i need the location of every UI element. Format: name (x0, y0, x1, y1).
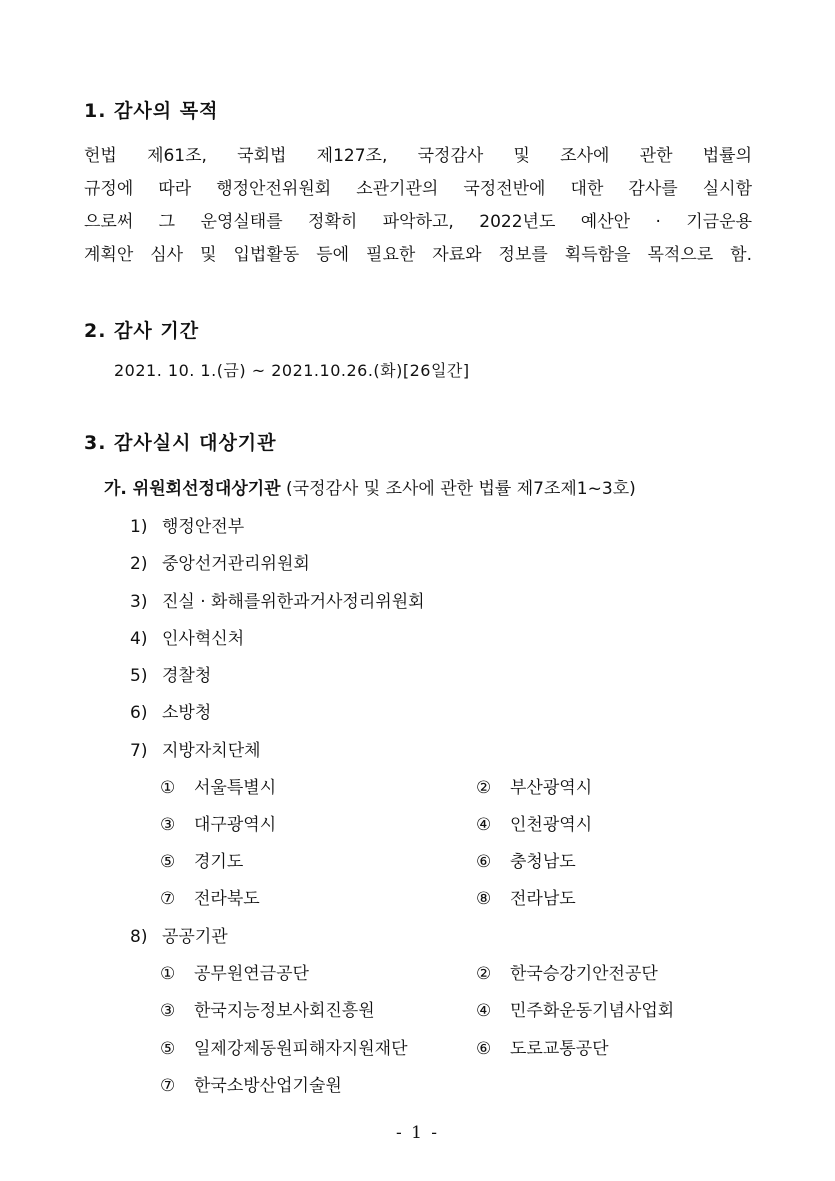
item-label: 부산광역시 (510, 778, 593, 798)
list-item (130, 512, 244, 537)
local-gov-item (160, 884, 260, 909)
item-label: 공공기관 (162, 927, 228, 947)
circle-number: ③ (160, 815, 176, 835)
local-gov-item (476, 884, 576, 909)
local-gov-item (160, 773, 276, 798)
item-label: 충청남도 (510, 852, 576, 872)
public-inst-item (476, 959, 658, 984)
item-label: 중앙선거관리위원회 (162, 554, 310, 574)
subsection-note: (국정감사 및 조사에 관한 법률 제7조제1~3호) (286, 479, 636, 499)
paragraph-line: 으로써 그 운영실태를 정확히 파악하고, 2022년도 예산안 · 기금운용 (84, 212, 752, 232)
item-number: 6) (130, 703, 148, 723)
section-3-title: 3. 감사실시 대상기관 (84, 432, 277, 454)
item-label: 한국소방산업기술원 (194, 1076, 342, 1096)
circle-number: ⑥ (476, 1039, 492, 1059)
public-inst-item (160, 1034, 408, 1059)
item-label: 지방자치단체 (162, 741, 261, 761)
circle-number: ④ (476, 815, 492, 835)
circle-number: ⑦ (160, 1076, 176, 1096)
subsection-title: 가. 위원회선정대상기관 (104, 479, 281, 499)
item-number: 2) (130, 554, 148, 574)
item-label: 공무원연금공단 (194, 964, 309, 984)
item-number: 5) (130, 666, 148, 686)
circle-number: ① (160, 778, 176, 798)
circle-number: ② (476, 964, 492, 984)
local-gov-item (160, 810, 276, 835)
circle-number: ⑤ (160, 852, 176, 872)
audit-period: 2021. 10. 1.(금) ~ 2021.10.26.(화)[26일간] (114, 361, 470, 380)
public-inst-item (160, 1071, 342, 1096)
circle-number: ① (160, 964, 176, 984)
circle-number: ⑦ (160, 889, 176, 909)
paragraph-line: 계획안 심사 및 입법활동 등에 필요한 자료와 정보를 획득함을 목적으로 함. (84, 245, 752, 265)
item-label: 행정안전부 (162, 517, 245, 537)
item-label: 대구광역시 (194, 815, 277, 835)
public-inst-item (160, 959, 309, 984)
list-item (130, 587, 425, 612)
item-label: 진실 · 화해를위한과거사정리위원회 (162, 592, 425, 612)
local-gov-item (160, 847, 243, 872)
public-inst-item (476, 996, 674, 1021)
list-item (130, 661, 211, 686)
item-label: 민주화운동기념사업회 (510, 1001, 675, 1021)
section-1-title: 1. 감사의 목적 (84, 100, 219, 122)
circle-number: ③ (160, 1001, 176, 1021)
public-inst-item (160, 996, 375, 1021)
public-inst-item (476, 1034, 609, 1059)
item-label: 한국지능정보사회진흥원 (194, 1001, 375, 1021)
item-label: 한국승강기안전공단 (510, 964, 658, 984)
list-item (130, 624, 244, 649)
circle-number: ④ (476, 1001, 492, 1021)
item-label: 전라북도 (194, 889, 260, 909)
circle-number: ② (476, 778, 492, 798)
item-number: 7) (130, 741, 148, 761)
circle-number: ⑤ (160, 1039, 176, 1059)
local-gov-item (476, 773, 592, 798)
item-label: 전라남도 (510, 889, 576, 909)
item-label: 도로교통공단 (510, 1039, 609, 1059)
item-label: 소방청 (162, 703, 212, 723)
local-gov-item (476, 810, 592, 835)
circle-number: ⑧ (476, 889, 492, 909)
paragraph-line: 헌법 제61조, 국회법 제127조, 국정감사 및 조사에 관한 법률의 (84, 146, 752, 166)
list-item (130, 698, 211, 723)
list-item (130, 736, 261, 761)
subsection-heading (104, 474, 636, 499)
local-gov-item (476, 847, 576, 872)
item-number: 8) (130, 927, 148, 947)
section-2-title: 2. 감사 기간 (84, 320, 200, 342)
item-label: 인사혁신처 (162, 629, 245, 649)
section-1-paragraph (84, 140, 752, 272)
circle-number: ⑥ (476, 852, 492, 872)
list-item (130, 549, 310, 574)
item-label: 일제강제동원피해자지원재단 (194, 1039, 408, 1059)
item-label: 서울특별시 (194, 778, 277, 798)
page-number: - 1 - (395, 1123, 440, 1143)
item-number: 3) (130, 592, 148, 612)
item-label: 경찰청 (162, 666, 212, 686)
list-item (130, 922, 228, 947)
item-label: 인천광역시 (510, 815, 593, 835)
item-number: 4) (130, 629, 148, 649)
item-number: 1) (130, 517, 148, 537)
paragraph-line: 규정에 따라 행정안전위원회 소관기관의 국정전반에 대한 감사를 실시함 (84, 179, 752, 199)
item-label: 경기도 (194, 852, 244, 872)
